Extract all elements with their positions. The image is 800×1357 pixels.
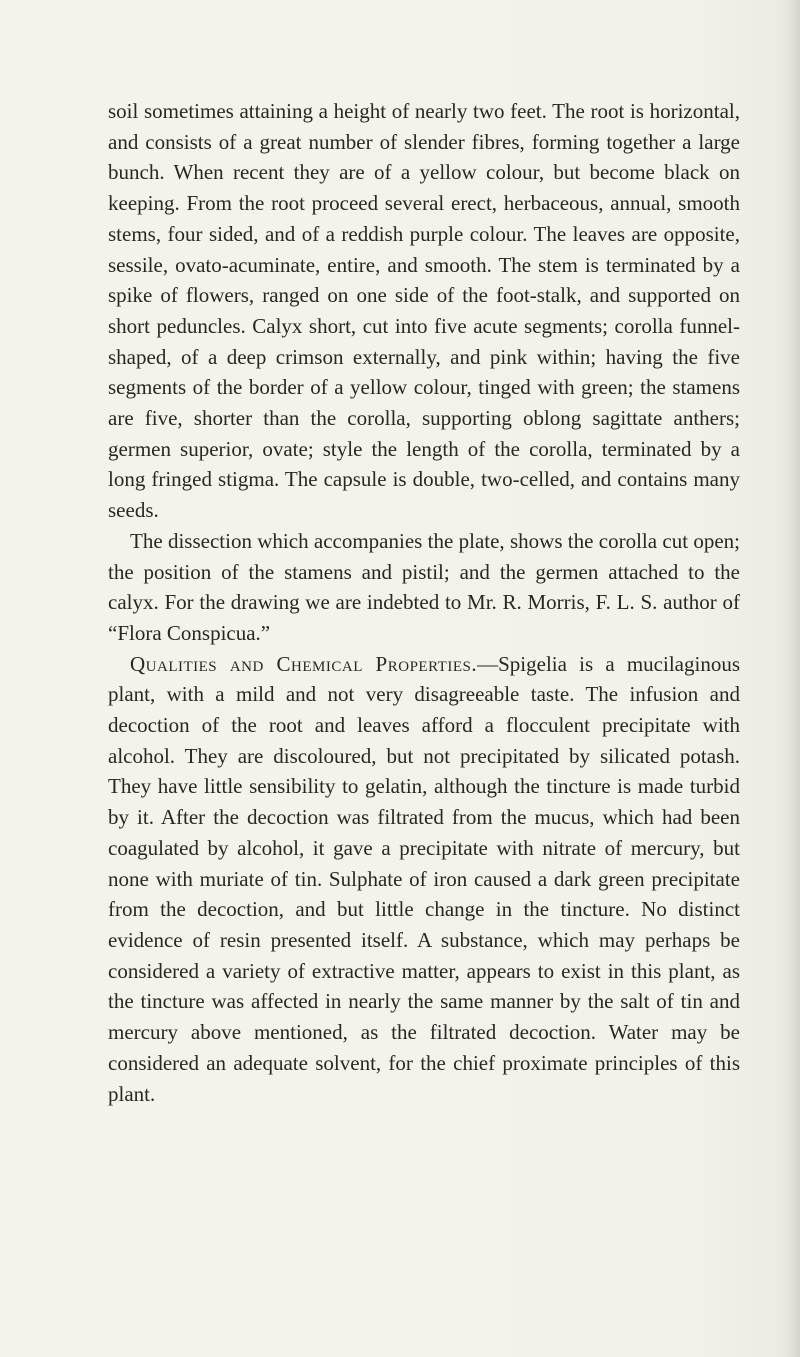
paragraph-text: The dissection which accompanies the plate, shows the corolla cut open; the position of the stamens and pistil; and the germen attached to the calyx. For the drawing we are indebted to Mr. R. Morris, F. L. S. author of “Flora Conspicua.”: [108, 528, 740, 645]
page-edge-shadow: [786, 0, 800, 1357]
paragraph-plant-description: [108, 96, 740, 526]
paragraph-qualities: [108, 649, 740, 1110]
section-heading: Qualities and Chemical Properties.: [130, 651, 478, 676]
paragraph-text: soil sometimes attaining a height of nearly two feet. The root is horizontal, and consists of a great number of slender fibres, forming together a large bunch. When recent they are of a yellow colour, but become black on keeping. From the root proceed several erect, herbaceous, annual, smooth stems, four sided, and of a reddish purple colour. The leaves are opposite, sessile, ovato-acuminate, entire, and smooth. The stem is terminated by a spike of flowers, ranged on one side of the foot-stalk, and supported on short peduncles. Calyx short, cut into five acute segments; corolla funnel-shaped, of a deep crimson externally, and pink within; having the five segments of the border of a yellow colour, tinged with green; the stamens are five, shorter than the corolla, supporting oblong sagittate anthers; germen superior, ovate; style the length of the corolla, terminated by a long fringed stigma. The capsule is double, two-celled, and contains many seeds.: [108, 99, 740, 523]
paragraph-dissection-note: [108, 526, 740, 649]
body-text: [108, 96, 740, 1109]
paragraph-text: —Spigelia is a mucilaginous plant, with a mild and not very disagreeable taste. The infusion and decoction of the root and leaves afford a flocculent precipitate with alcohol. They are discoloured, but not precipitated by silicated potash. They have little sensibility to gelatin, although the tincture is made turbid by it. After the decoction was filtrated from the mucus, which had been coagulated by alcohol, it gave a precipitate with nitrate of mercury, but none with muriate of tin. Sulphate of iron caused a dark green precipitate from the decoction, and but little change in the tincture. No distinct evidence of resin presented itself. A substance, which may perhaps be considered a variety of extractive matter, appears to exist in this plant, as the tincture was affected in nearly the same manner by the salt of tin and mercury above mentioned, as the filtrated decoction. Water may be considered an adequate solvent, for the chief proximate principles of this plant.: [108, 651, 740, 1106]
